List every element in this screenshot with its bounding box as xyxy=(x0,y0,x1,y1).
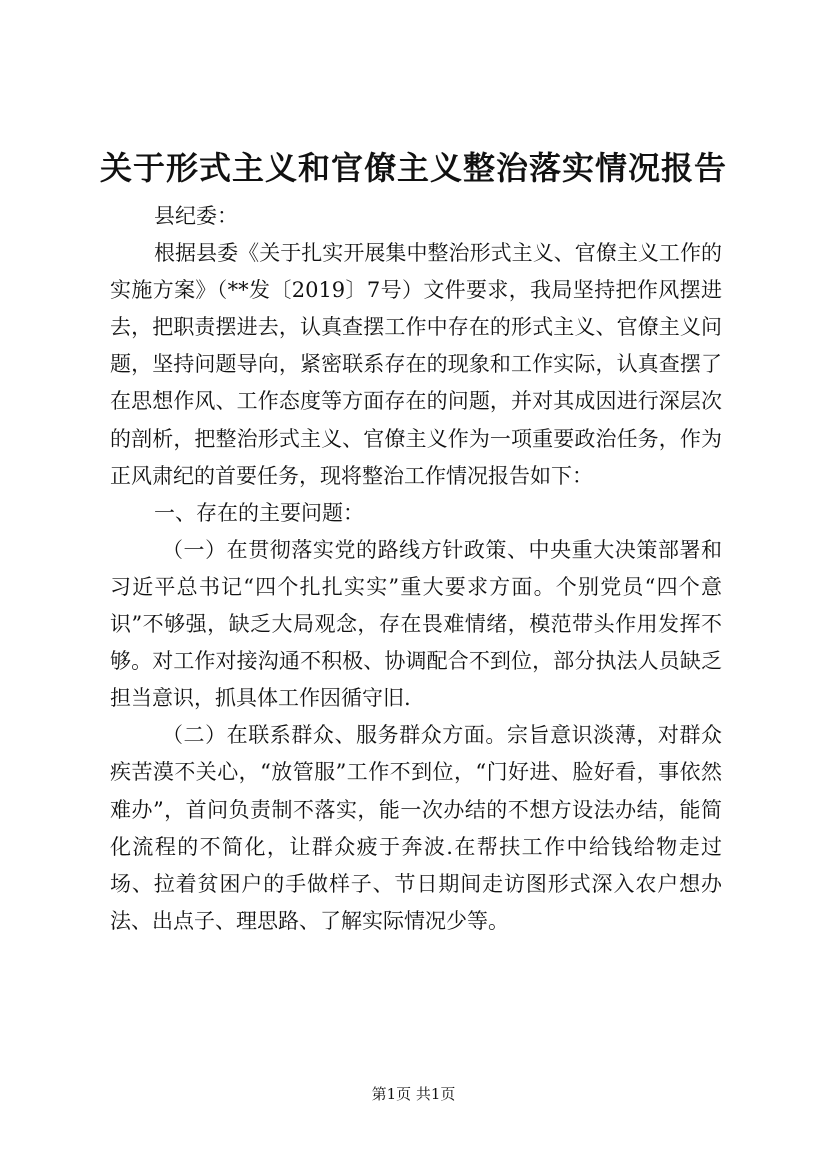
paragraph-intro: 根据县委《关于扎实开展集中整治形式主义、官僚主义工作的实施方案》（**发〔2019〕7号）文件要求，我局坚持把作风摆进去，把职责摆进去，认真查摆工作中存在的形式主义、官僚主义问题，坚持问题导向，紧密联系存在的现象和工作实际，认真查摆了在思想作风、工作态度等方面存在的问题，并对其成因进行深层次的剖析，把整治形式主义、官僚主义作为一项重要政治任务，作为正风肃纪的首要任务，现将整治工作情况报告如下： xyxy=(110,241,722,488)
section-heading: 一、存在的主要问题： xyxy=(154,500,364,525)
paragraph-item-1: （一）在贯彻落实党的路线方针政策、中央重大决策部署和习近平总书记“四个扎扎实实”重大要求方面。个别党员“四个意识”不够强，缺乏大局观念，存在畏难情绪，模范带头作用发挥不够。对工作对接沟通不积极、协调配合不到位，部分执法人员缺乏担当意识，抓具体工作因循守旧. xyxy=(110,537,722,711)
page-footer: 第1页 共1页 xyxy=(371,1085,456,1103)
paragraph-item-2: （二）在联系群众、服务群众方面。宗旨意识淡薄，对群众疾苦漠不关心，“放管服”工作不到位，“门好进、脸好看，事依然难办”，首问负责制不落实，能一次办结的不想方设法办结，能简化流程的不简化，让群众疲于奔波.在帮扶工作中给钱给物走过场、拉着贫困户的手做样子、节日期间走访图形式深入农户想办法、出点子、理思路、了解实际情况少等。 xyxy=(110,723,722,933)
document-body xyxy=(110,198,722,940)
salutation: 县纪委： xyxy=(154,204,238,228)
document-title: 关于形式主义和官僚主义整治落实情况报告 xyxy=(99,149,727,187)
